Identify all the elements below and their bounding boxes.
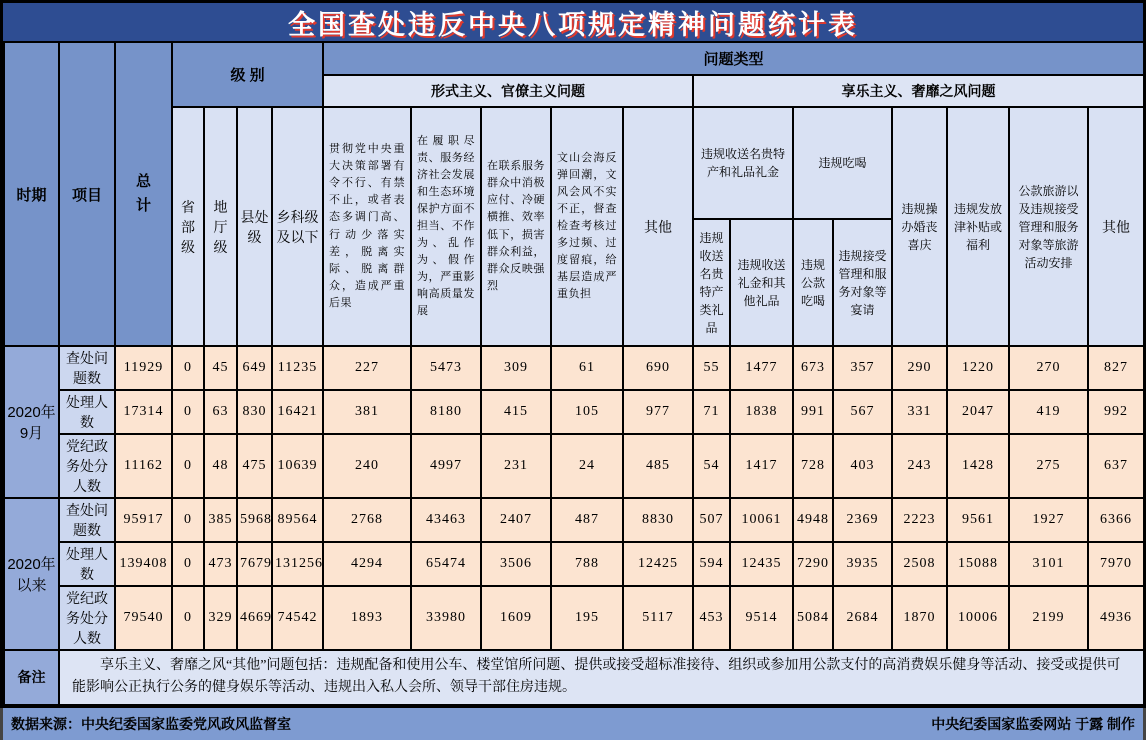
group-header-gifts: 违规收送名贵特产和礼品礼金 bbox=[693, 107, 793, 219]
data-cell: 381 bbox=[323, 390, 411, 434]
data-cell: 3935 bbox=[833, 542, 892, 586]
data-cell: 0 bbox=[172, 498, 204, 542]
data-cell: 1838 bbox=[730, 390, 793, 434]
data-cell: 290 bbox=[892, 346, 947, 390]
data-cell: 55 bbox=[693, 346, 730, 390]
data-cell: 10061 bbox=[730, 498, 793, 542]
data-cell: 11929 bbox=[115, 346, 172, 390]
data-cell: 74542 bbox=[272, 586, 323, 650]
data-cell: 977 bbox=[623, 390, 693, 434]
data-cell: 1477 bbox=[730, 346, 793, 390]
data-source: 数据来源：中央纪委国家监委党风政风监督室 bbox=[11, 715, 291, 732]
col-header-formalism-1: 贯彻党中央重大决策部署有令不行、有禁不止，或者表态多调门高、行动少落实差，脱离实际、脱离群众，造成严重后果 bbox=[323, 107, 411, 346]
data-cell: 5473 bbox=[411, 346, 481, 390]
data-cell: 385 bbox=[204, 498, 237, 542]
data-cell: 4669 bbox=[237, 586, 272, 650]
data-cell: 5084 bbox=[793, 586, 833, 650]
data-cell: 240 bbox=[323, 434, 411, 498]
data-cell: 4936 bbox=[1088, 586, 1144, 650]
data-cell: 2684 bbox=[833, 586, 892, 650]
col-header-hedonism-other: 其他 bbox=[1088, 107, 1144, 346]
data-cell: 227 bbox=[323, 346, 411, 390]
footer-bar bbox=[3, 708, 1143, 740]
col-header-formalism-2: 在履职尽责、服务经济社会发展和生态环境保护方面不担当、不作为、乱作为、假作为，严重影响高质量发展 bbox=[411, 107, 481, 346]
data-cell: 89564 bbox=[272, 498, 323, 542]
group-header-formalism: 形式主义、官僚主义问题 bbox=[323, 75, 693, 107]
col-header-formalism-4: 文山会海反弹回潮，文风会风不实不正，督查检查考核过多过频、过度留痕，给基层造成严重负担 bbox=[551, 107, 623, 346]
data-cell: 1428 bbox=[947, 434, 1009, 498]
data-cell: 131256 bbox=[272, 542, 323, 586]
data-cell: 10006 bbox=[947, 586, 1009, 650]
data-cell: 79540 bbox=[115, 586, 172, 650]
row-label: 党纪政务处分人数 bbox=[59, 586, 115, 650]
col-header-item: 项目 bbox=[59, 42, 115, 346]
data-cell: 0 bbox=[172, 434, 204, 498]
data-cell: 12435 bbox=[730, 542, 793, 586]
col-header-public-travel: 公款旅游以及违规接受管理和服务对象等旅游活动安排 bbox=[1009, 107, 1088, 346]
col-header-level: 级 别 bbox=[172, 42, 323, 107]
total-label: 总计 bbox=[135, 173, 151, 214]
data-cell: 63 bbox=[204, 390, 237, 434]
data-cell: 43463 bbox=[411, 498, 481, 542]
col-header-level-county: 县处级 bbox=[237, 107, 272, 346]
period-cell: 2020年以来 bbox=[4, 498, 59, 650]
data-cell: 61 bbox=[551, 346, 623, 390]
period-cell: 2020年9月 bbox=[4, 346, 59, 498]
data-cell: 105 bbox=[551, 390, 623, 434]
data-cell: 11235 bbox=[272, 346, 323, 390]
remark-text: 享乐主义、奢靡之风“其他”问题包括：违规配备和使用公车、楼堂馆所问题、提供或接受超标准接待、组织或参加用公款支付的高消费娱乐健身等活动、接受或提供可能影响公正执行公务的健身娱乐等活动、违规出入私人会所、领导干部住房违规。 bbox=[59, 650, 1144, 705]
data-cell: 270 bbox=[1009, 346, 1088, 390]
data-cell: 243 bbox=[892, 434, 947, 498]
data-cell: 2223 bbox=[892, 498, 947, 542]
title-bar bbox=[3, 3, 1143, 41]
data-cell: 2508 bbox=[892, 542, 947, 586]
data-cell: 17314 bbox=[115, 390, 172, 434]
data-cell: 0 bbox=[172, 390, 204, 434]
col-header-level-township: 乡科级及以下 bbox=[272, 107, 323, 346]
col-header-formalism-other: 其他 bbox=[623, 107, 693, 346]
col-header-level-prefecture: 地厅级 bbox=[204, 107, 237, 346]
data-cell: 2369 bbox=[833, 498, 892, 542]
data-cell: 2768 bbox=[323, 498, 411, 542]
data-cell: 2047 bbox=[947, 390, 1009, 434]
data-cell: 48 bbox=[204, 434, 237, 498]
data-cell: 7970 bbox=[1088, 542, 1144, 586]
data-cell: 139408 bbox=[115, 542, 172, 586]
data-cell: 453 bbox=[693, 586, 730, 650]
data-cell: 0 bbox=[172, 586, 204, 650]
data-cell: 1220 bbox=[947, 346, 1009, 390]
credit: 中央纪委国家监委网站 于露 制作 bbox=[931, 715, 1135, 732]
data-cell: 5968 bbox=[237, 498, 272, 542]
data-cell: 95917 bbox=[115, 498, 172, 542]
data-cell: 788 bbox=[551, 542, 623, 586]
data-cell: 0 bbox=[172, 346, 204, 390]
data-cell: 992 bbox=[1088, 390, 1144, 434]
data-cell: 6366 bbox=[1088, 498, 1144, 542]
row-label: 查处问题数 bbox=[59, 346, 115, 390]
data-cell: 8180 bbox=[411, 390, 481, 434]
data-cell: 16421 bbox=[272, 390, 323, 434]
data-cell: 12425 bbox=[623, 542, 693, 586]
data-cell: 4997 bbox=[411, 434, 481, 498]
data-cell: 567 bbox=[833, 390, 892, 434]
data-cell: 1417 bbox=[730, 434, 793, 498]
group-header-hedonism: 享乐主义、奢靡之风问题 bbox=[693, 75, 1144, 107]
data-cell: 329 bbox=[204, 586, 237, 650]
data-cell: 9514 bbox=[730, 586, 793, 650]
col-header-level-province: 省部级 bbox=[172, 107, 204, 346]
data-cell: 71 bbox=[693, 390, 730, 434]
data-cell: 7679 bbox=[237, 542, 272, 586]
data-cell: 487 bbox=[551, 498, 623, 542]
data-cell: 7290 bbox=[793, 542, 833, 586]
data-cell: 195 bbox=[551, 586, 623, 650]
row-label: 查处问题数 bbox=[59, 498, 115, 542]
data-cell: 3506 bbox=[481, 542, 551, 586]
data-cell: 8830 bbox=[623, 498, 693, 542]
col-header-formalism-3: 在联系服务群众中消极应付、冷硬横推、效率低下，损害群众利益，群众反映强烈 bbox=[481, 107, 551, 346]
data-cell: 33980 bbox=[411, 586, 481, 650]
data-cell: 65474 bbox=[411, 542, 481, 586]
data-cell: 507 bbox=[693, 498, 730, 542]
row-label: 党纪政务处分人数 bbox=[59, 434, 115, 498]
data-cell: 10639 bbox=[272, 434, 323, 498]
data-cell: 5117 bbox=[623, 586, 693, 650]
data-cell: 475 bbox=[237, 434, 272, 498]
data-cell: 690 bbox=[623, 346, 693, 390]
data-cell: 2407 bbox=[481, 498, 551, 542]
data-cell: 331 bbox=[892, 390, 947, 434]
group-header-dining: 违规吃喝 bbox=[793, 107, 892, 219]
data-cell: 11162 bbox=[115, 434, 172, 498]
data-cell: 357 bbox=[833, 346, 892, 390]
col-header-weddings-funerals: 违规操办婚丧喜庆 bbox=[892, 107, 947, 346]
data-cell: 24 bbox=[551, 434, 623, 498]
data-cell: 4294 bbox=[323, 542, 411, 586]
data-cell: 45 bbox=[204, 346, 237, 390]
col-header-problem-type: 问题类型 bbox=[323, 42, 1144, 75]
data-cell: 649 bbox=[237, 346, 272, 390]
data-cell: 1927 bbox=[1009, 498, 1088, 542]
data-cell: 0 bbox=[172, 542, 204, 586]
remark-label: 备注 bbox=[4, 650, 59, 705]
col-header-gifts-cash: 违规收送礼金和其他礼品 bbox=[730, 219, 793, 346]
data-cell: 231 bbox=[481, 434, 551, 498]
data-cell: 15088 bbox=[947, 542, 1009, 586]
col-header-dining-banquets: 违规接受管理和服务对象等宴请 bbox=[833, 219, 892, 346]
col-header-gifts-specialty: 违规收送名贵特产类礼品 bbox=[693, 219, 730, 346]
col-header-period: 时期 bbox=[4, 42, 59, 346]
data-cell: 637 bbox=[1088, 434, 1144, 498]
data-cell: 594 bbox=[693, 542, 730, 586]
data-cell: 1870 bbox=[892, 586, 947, 650]
data-cell: 415 bbox=[481, 390, 551, 434]
data-cell: 309 bbox=[481, 346, 551, 390]
data-cell: 1893 bbox=[323, 586, 411, 650]
col-header-dining-public-funds: 违规公款吃喝 bbox=[793, 219, 833, 346]
col-header-allowances: 违规发放津补贴或福利 bbox=[947, 107, 1009, 346]
data-cell: 403 bbox=[833, 434, 892, 498]
data-cell: 485 bbox=[623, 434, 693, 498]
row-label: 处理人数 bbox=[59, 542, 115, 586]
data-cell: 4948 bbox=[793, 498, 833, 542]
data-cell: 830 bbox=[237, 390, 272, 434]
page-title: 全国查处违反中央八项规定精神问题统计表 bbox=[288, 9, 858, 40]
data-cell: 728 bbox=[793, 434, 833, 498]
data-cell: 54 bbox=[693, 434, 730, 498]
col-header-total bbox=[115, 42, 172, 346]
data-cell: 275 bbox=[1009, 434, 1088, 498]
data-cell: 2199 bbox=[1009, 586, 1088, 650]
data-cell: 1609 bbox=[481, 586, 551, 650]
data-cell: 991 bbox=[793, 390, 833, 434]
data-cell: 419 bbox=[1009, 390, 1088, 434]
stats-table bbox=[3, 41, 1145, 706]
data-cell: 9561 bbox=[947, 498, 1009, 542]
data-cell: 3101 bbox=[1009, 542, 1088, 586]
data-cell: 673 bbox=[793, 346, 833, 390]
data-cell: 473 bbox=[204, 542, 237, 586]
data-cell: 827 bbox=[1088, 346, 1144, 390]
row-label: 处理人数 bbox=[59, 390, 115, 434]
